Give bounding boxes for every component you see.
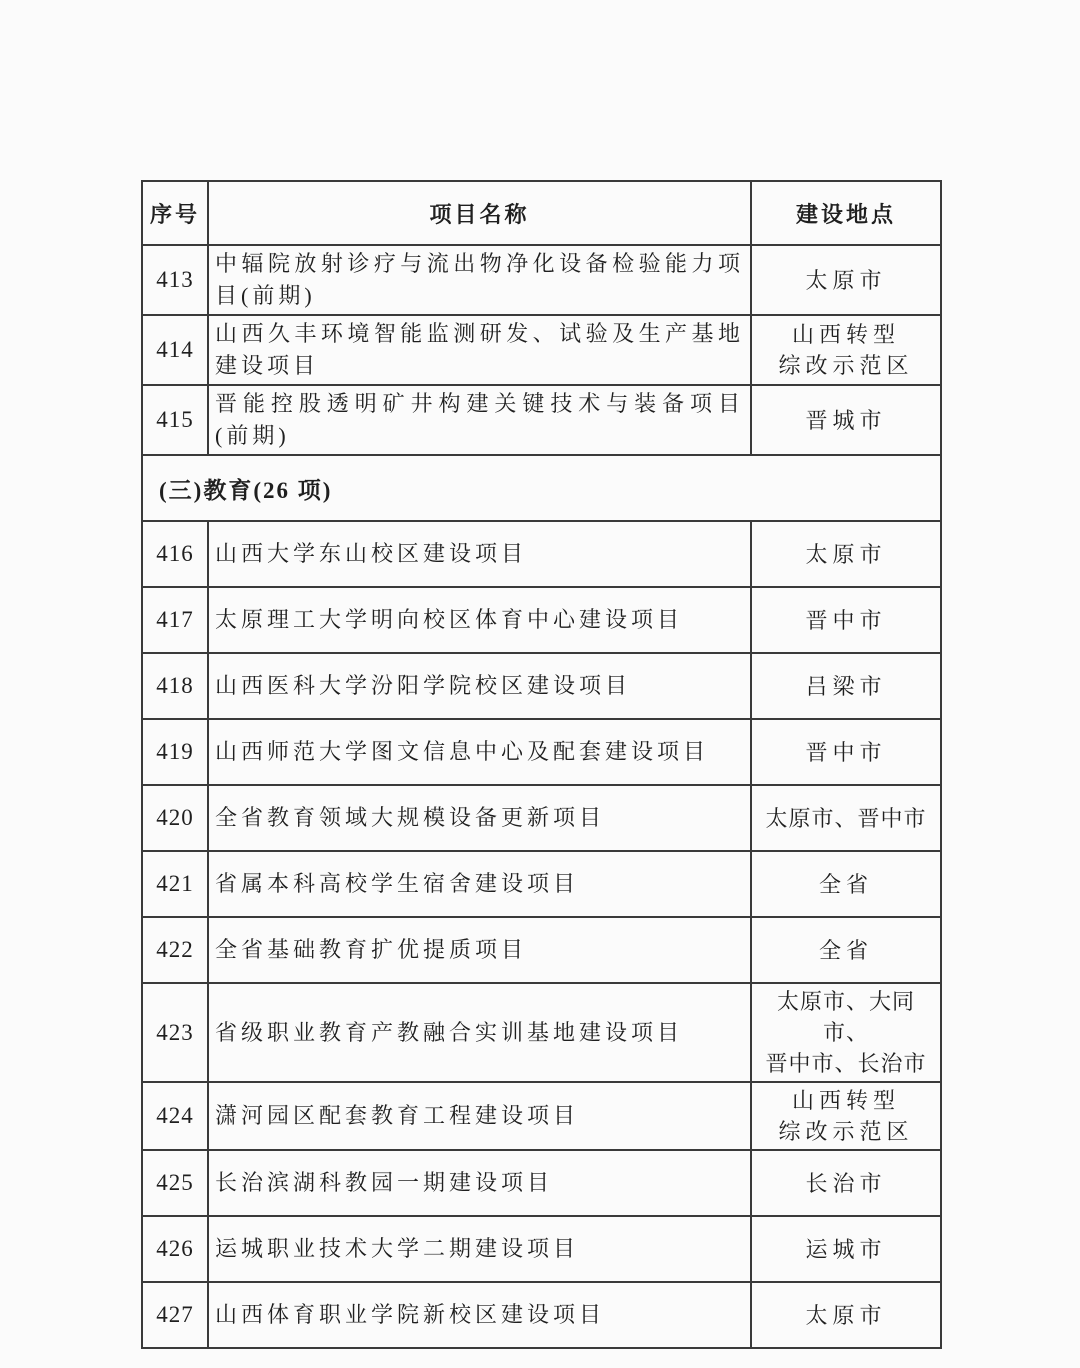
location-line: 综改示范区	[778, 353, 914, 378]
table-row	[142, 653, 941, 719]
location-cell	[751, 245, 941, 315]
location-line: 全省	[818, 937, 873, 963]
projects-table	[141, 180, 942, 1349]
location-cell	[751, 315, 941, 385]
table-row	[142, 785, 941, 851]
seq-cell: 425	[142, 1150, 208, 1216]
section-header-row	[142, 455, 941, 521]
table-row	[142, 1150, 941, 1216]
location-line: 太原市	[805, 541, 887, 567]
location-cell	[751, 1082, 941, 1150]
location-line: 太原市、大同市、	[776, 989, 915, 1045]
project-name-cell: 山西久丰环境智能监测研发、试验及生产基地建设项目	[208, 315, 751, 385]
seq-cell: 413	[142, 245, 208, 315]
table-row	[142, 851, 941, 917]
location-line: 吕梁市	[805, 673, 887, 699]
location-cell	[751, 1282, 941, 1348]
seq-cell: 427	[142, 1282, 208, 1348]
location-line: 太原市	[805, 1302, 887, 1328]
column-header-location: 建设地点	[751, 181, 941, 245]
project-name-cell: 全省基础教育扩优提质项目	[208, 917, 751, 983]
table-row	[142, 719, 941, 785]
project-name-cell: 山西师范大学图文信息中心及配套建设项目	[208, 719, 751, 785]
location-line: 山西转型	[791, 1088, 900, 1113]
table-row	[142, 1082, 941, 1150]
seq-cell: 423	[142, 983, 208, 1082]
seq-cell: 424	[142, 1082, 208, 1150]
table-header-row	[142, 181, 941, 245]
table-row	[142, 385, 941, 455]
location-line: 晋城市	[805, 407, 887, 433]
location-line: 太原市	[805, 267, 887, 293]
seq-cell: 416	[142, 521, 208, 587]
project-name-cell: 长治滨湖科教园一期建设项目	[208, 1150, 751, 1216]
seq-cell: 415	[142, 385, 208, 455]
project-name-cell: 晋能控股透明矿井构建关键技术与装备项目(前期)	[208, 385, 751, 455]
project-name-cell: 山西医科大学汾阳学院校区建设项目	[208, 653, 751, 719]
project-name-cell: 全省教育领域大规模设备更新项目	[208, 785, 751, 851]
location-cell	[751, 385, 941, 455]
seq-cell: 422	[142, 917, 208, 983]
location-line: 晋中市	[805, 739, 887, 765]
table-body	[142, 245, 941, 1348]
seq-cell: 418	[142, 653, 208, 719]
table-row	[142, 245, 941, 315]
location-cell	[751, 719, 941, 785]
project-name-cell: 山西体育职业学院新校区建设项目	[208, 1282, 751, 1348]
project-name-cell: 潇河园区配套教育工程建设项目	[208, 1082, 751, 1150]
seq-cell: 414	[142, 315, 208, 385]
location-cell	[751, 983, 941, 1082]
project-name-cell: 运城职业技术大学二期建设项目	[208, 1216, 751, 1282]
location-line: 太原市、晋中市	[765, 805, 927, 831]
location-line: 山西转型	[791, 322, 900, 347]
table-row	[142, 917, 941, 983]
section-header-label: (三)教育(26 项)	[142, 455, 941, 521]
location-cell	[751, 587, 941, 653]
location-cell	[751, 1216, 941, 1282]
project-name-cell: 中辐院放射诊疗与流出物净化设备检验能力项目(前期)	[208, 245, 751, 315]
seq-cell: 421	[142, 851, 208, 917]
table-row	[142, 315, 941, 385]
project-name-cell: 山西大学东山校区建设项目	[208, 521, 751, 587]
location-cell	[751, 785, 941, 851]
column-header-seq: 序号	[142, 181, 208, 245]
seq-cell: 419	[142, 719, 208, 785]
seq-cell: 426	[142, 1216, 208, 1282]
project-name-cell: 省级职业教育产教融合实训基地建设项目	[208, 983, 751, 1082]
project-name-cell: 太原理工大学明向校区体育中心建设项目	[208, 587, 751, 653]
table-row	[142, 587, 941, 653]
location-line: 全省	[818, 871, 873, 897]
location-line: 运城市	[805, 1236, 887, 1262]
location-cell	[751, 851, 941, 917]
location-line: 长治市	[805, 1170, 887, 1196]
location-line: 晋中市	[805, 607, 887, 633]
location-cell	[751, 653, 941, 719]
table-row	[142, 983, 941, 1082]
location-line: 晋中市、长治市	[765, 1051, 927, 1076]
location-cell	[751, 917, 941, 983]
seq-cell: 420	[142, 785, 208, 851]
column-header-project-name: 项目名称	[208, 181, 751, 245]
location-cell	[751, 521, 941, 587]
location-line: 综改示范区	[778, 1119, 914, 1144]
seq-cell: 417	[142, 587, 208, 653]
table-row	[142, 1282, 941, 1348]
table-row	[142, 521, 941, 587]
project-name-cell: 省属本科高校学生宿舍建设项目	[208, 851, 751, 917]
location-cell	[751, 1150, 941, 1216]
table-row	[142, 1216, 941, 1282]
